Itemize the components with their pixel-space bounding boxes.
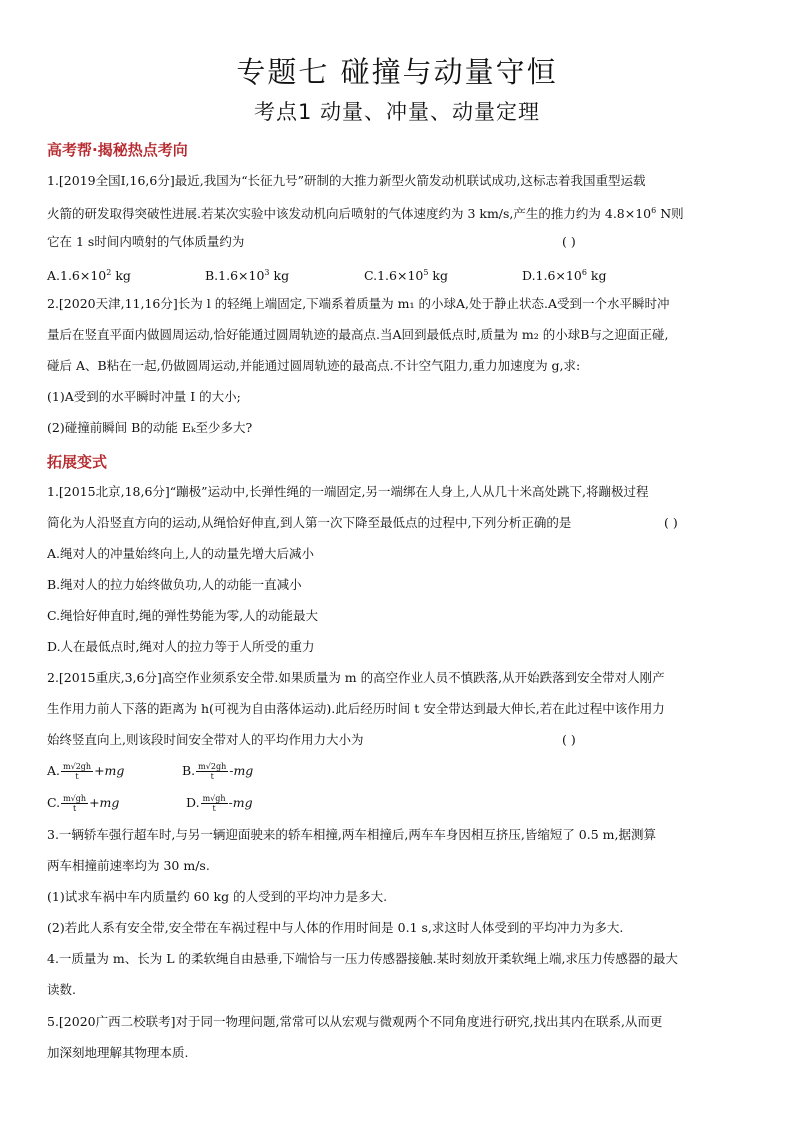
e5-line2: 加深刻地理解其物理本质. [47, 1045, 189, 1060]
fraction: $\frac{m√gh}{t}$ [202, 794, 226, 813]
e3-sub1: (1)试求车祸中车内质量约 60 kg 的人受到的平均冲力是多大. [47, 889, 388, 904]
q2-line1: 2.[2020天津,11,16分]长为 l 的轻绳上端固定,下端系着质量为 m₁ 的小球A,处于静止状态.A受到一个水平瞬时冲 [47, 296, 670, 311]
q1-option-a: $A.1.6\times 10^2$ kg [47, 268, 131, 284]
q1-line1: 1.[2019全国Ⅰ,16,6分]最近,我国为“长征九号”研制的大推力新型火箭发动机联试成功,这标志着我国重型运载 [47, 173, 646, 188]
e1-option-a: A.绳对人的冲量始终向上,人的动量先增大后减小 [47, 546, 314, 561]
e4-line1: 4.一质量为 m、长为 L 的柔软绳自由悬垂,下端恰与一压力传感器接触.某时刻放开柔软绳上端,求压力传感器的最大 [47, 951, 678, 966]
e1-line1: 1.[2015北京,18,6分]“蹦极”运动中,长弹性绳的一端固定,另一端绑在人身上,人从几十米高处跳下,将蹦极过程 [47, 484, 649, 499]
e2-line2: 生作用力前人下落的距离为 h(可视为自由落体运动).此后经历时间 t 安全带达到最大伸长,若在此过程中该作用力 [47, 701, 665, 716]
fraction: $\frac{m√2gh}{t}$ [63, 762, 92, 781]
e1-answer-paren: ( ) [664, 515, 678, 530]
e2-line1: 2.[2015重庆,3,6分]高空作业须系安全带.如果质量为 m 的高空作业人员不慎跌落,从开始跌落到安全带对人刚产 [47, 670, 665, 685]
q1-option-c: $C.1.6\times 10^5$ kg [364, 268, 449, 284]
e1-line2: 简化为人沿竖直方向的运动,从绳恰好伸直,到人第一次下降至最低点的过程中,下列分析正确的是 [47, 515, 572, 530]
e2-answer-paren: ( ) [562, 732, 576, 747]
q2-sub1: (1)A受到的水平瞬时冲量 I 的大小; [47, 389, 241, 404]
q1-option-b: $B.1.6\times 10^3$ kg [205, 268, 290, 284]
e5-line1: 5.[2020广西二校联考]对于同一物理问题,常常可以从宏观与微观两个不同角度进行研究,找出其内在联系,从而更 [47, 1014, 663, 1029]
fraction: $\frac{m√gh}{t}$ [63, 794, 87, 813]
q1-line3: 它在 1 s时间内喷射的气体质量约为 [47, 234, 245, 249]
section-heading-gaokao: 高考帮·揭秘热点考向 [47, 141, 188, 159]
q2-line2: 量后在竖直平面内做圆周运动,恰好能通过圆周轨迹的最高点.当A回到最低点时,质量为 m₂ 的小球B与之迎面正碰, [47, 327, 669, 342]
q1-option-d: $D.1.6\times 10^6$ kg [522, 268, 607, 284]
e2-option-c: C. $\frac{m√gh}{t}$ +mg [47, 794, 120, 813]
e2-option-b: B. $\frac{m√2gh}{t}$ -mg [182, 762, 254, 781]
q1-line2: 火箭的研发取得突破性进展.若某次实验中该发动机向后喷射的气体速度约为 3 km/s,产生的推力约为 $4.8\times 10^6$ N则 [47, 206, 684, 222]
e2-option-a: A. $\frac{m√2gh}{t}$ +mg [47, 762, 125, 781]
page-title: 专题七 碰撞与动量守恒 [236, 55, 558, 89]
section-heading-tuozhan: 拓展变式 [47, 453, 108, 471]
e1-option-d: D.人在最低点时,绳对人的拉力等于人所受的重力 [47, 639, 315, 654]
e2-option-d: D. $\frac{m√gh}{t}$ -mg [186, 794, 253, 813]
e4-line2: 读数. [47, 982, 76, 997]
e2-line3: 始终竖直向上,则该段时间安全带对人的平均作用力大小为 [47, 732, 364, 747]
fraction: $\frac{m√2gh}{t}$ [198, 762, 227, 781]
e3-sub2: (2)若此人系有安全带,安全带在车祸过程中与人体的作用时间是 0.1 s,求这时人体受到的平均冲力为多大. [47, 920, 624, 935]
q1-answer-paren: ( ) [562, 234, 576, 249]
e1-option-c: C.绳恰好伸直时,绳的弹性势能为零,人的动能最大 [47, 608, 319, 623]
q2-line3: 碰后 A、B粘在一起,仍做圆周运动,并能通过圆周轨迹的最高点.不计空气阻力,重力加速度为 g,求: [47, 358, 581, 373]
e1-option-b: B.绳对人的拉力始终做负功,人的动能一直减小 [47, 577, 302, 592]
e3-line2: 两车相撞前速率均为 30 m/s. [47, 858, 210, 873]
e3-line1: 3.一辆轿车强行超车时,与另一辆迎面驶来的轿车相撞,两车相撞后,两车车身因相互挤压,皆缩短了 0.5 m,据测算 [47, 827, 656, 842]
q2-sub2: (2)碰撞前瞬间 B的动能 Eₖ至少多大? [47, 420, 253, 435]
page-subtitle: 考点1 动量、冲量、动量定理 [253, 100, 541, 124]
